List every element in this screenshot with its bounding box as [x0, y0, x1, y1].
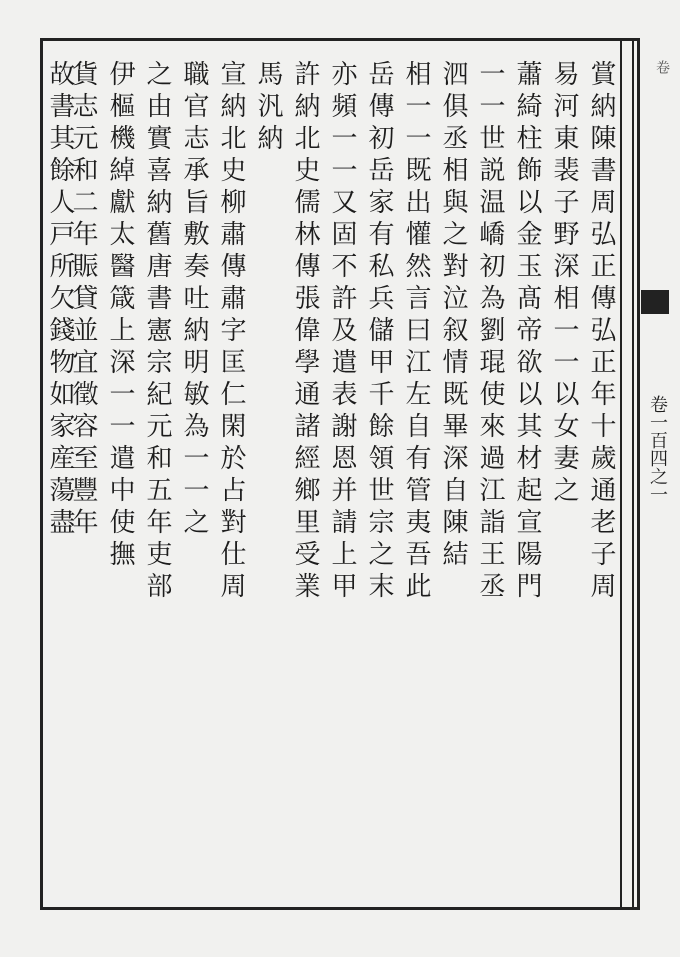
text-column: 亦頻一一又固不許及遣表謝恩并請上甲 [327, 60, 357, 604]
text-column: 許納北史儒林傳張偉學通諸經鄉里受業 [290, 60, 320, 604]
text-column: 一一世説温嶠初為劉琨使來過江詣王丞 [475, 60, 505, 604]
text-column: 岳傳初岳家有私兵儲甲千餘領世宗之末 [364, 60, 394, 604]
text-column: 蕭綺柱飾以金玉髙帝欲以其材起宣陽門 [512, 60, 542, 604]
text-column: 宣納北史柳肅傳肅字匡仁閑於占對仕周 [216, 60, 246, 604]
text-column: 故書其餘人戸所欠錢物如家産蕩盡 [45, 60, 75, 540]
border-line [620, 41, 622, 907]
section-label: 卷一百四之一 [647, 395, 668, 503]
fish-tail-mark [641, 290, 669, 314]
text-column: 易河東裴子野深相一一以女妻之 [549, 60, 579, 508]
text-column: 相一一既出懽然言曰江左自有管夷吾此 [401, 60, 431, 604]
text-column: 馬汎納 [253, 60, 283, 156]
text-column: 伊樞機綽獻太醫箴上深一一遣中使撫 [105, 60, 135, 572]
text-column: 貨志元和二年賑貸並宜徵容至豐年 [68, 60, 98, 540]
text-column: 職官志承旨敷奏吐納明敏為一一之 [179, 60, 209, 540]
text-column: 泗俱丞相與之對泣叙情既畢深自陳結 [438, 60, 468, 572]
margin-top-text: 卷 [654, 60, 670, 74]
text-column: 賞納陳書周弘正傳弘正年十歲通老子周 [586, 60, 616, 604]
border-line [632, 41, 634, 907]
text-column: 之由實喜納舊唐書憲宗紀元和五年吏部 [142, 60, 172, 604]
